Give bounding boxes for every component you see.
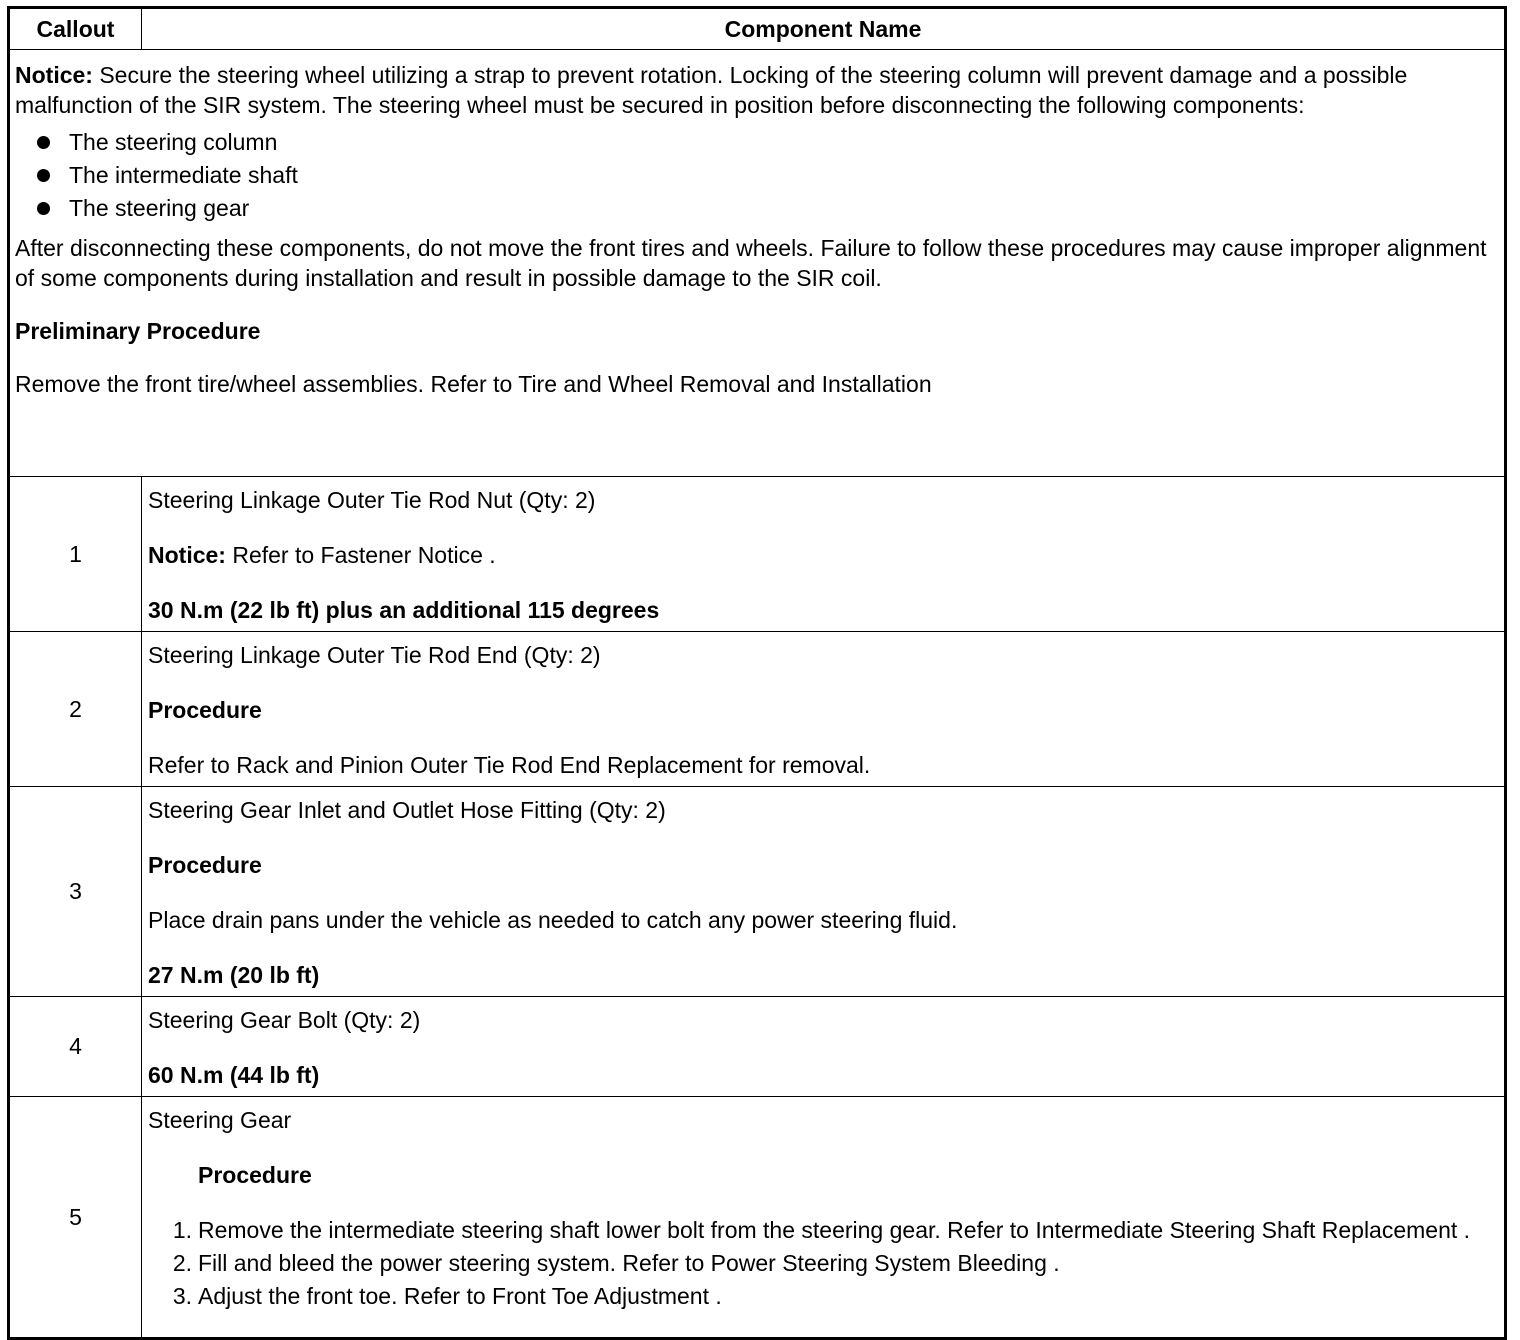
callout-number: 2 xyxy=(9,632,142,787)
component-name: Steering Gear Bolt (Qty: 2) xyxy=(148,1007,421,1033)
procedure-steps xyxy=(148,1215,1498,1311)
bullet-icon xyxy=(37,202,50,215)
callout-number: 4 xyxy=(9,997,142,1097)
list-item: The steering column xyxy=(37,126,1498,159)
table-row xyxy=(9,477,1506,632)
component-name: Steering Linkage Outer Tie Rod End (Qty: 2) xyxy=(148,642,601,668)
table-row xyxy=(9,1097,1506,1339)
callout-number: 5 xyxy=(9,1097,142,1339)
bullet-icon xyxy=(37,169,50,182)
component-name: Steering Gear Inlet and Outlet Hose Fitting (Qty: 2) xyxy=(148,797,666,823)
procedure-text: Refer to Rack and Pinion Outer Tie Rod End Replacement for removal. xyxy=(148,752,871,778)
preliminary-heading: Preliminary Procedure xyxy=(15,318,261,344)
list-item: 1. Remove the intermediate steering shaft lower bolt from the steering gear. Refer to Intermediate Steering Shaft Replacement . xyxy=(172,1217,1471,1243)
intro-row xyxy=(9,50,1506,477)
component-name: Steering Gear xyxy=(148,1107,292,1133)
list-item: The steering gear xyxy=(37,192,1498,225)
torque-spec: 30 N.m (22 lb ft) plus an additional 115 degrees xyxy=(148,597,660,623)
procedure-table xyxy=(7,6,1507,1340)
list-item: 3. Adjust the front toe. Refer to Front Toe Adjustment . xyxy=(172,1283,722,1309)
component-cell xyxy=(142,1097,1506,1339)
notice-text: Secure the steering wheel utilizing a strap to prevent rotation. Locking of the steering column will prevent damage and a possible malfunction of the SIR system. The steering wheel must be secured in position before disconnecting the following components: xyxy=(15,62,1408,118)
component-cell xyxy=(142,632,1506,787)
callout-number: 3 xyxy=(9,787,142,997)
preliminary-text: Remove the front tire/wheel assemblies. Refer to Tire and Wheel Removal and Installation xyxy=(15,371,932,397)
table-row xyxy=(9,632,1506,787)
torque-spec: 60 N.m (44 lb ft) xyxy=(148,1062,320,1088)
callout-number: 1 xyxy=(9,477,142,632)
torque-spec: 27 N.m (20 lb ft) xyxy=(148,962,320,988)
callout-header: Callout xyxy=(9,8,142,50)
bullet-list xyxy=(15,126,1498,225)
header-row xyxy=(9,8,1506,50)
after-text: After disconnecting these components, do not move the front tires and wheels. Failure to follow these procedures may cause improper alignment of some components during installation and result in possible damage to the SIR coil. xyxy=(15,235,1487,291)
procedure-heading: Procedure xyxy=(148,697,262,723)
component-name-header: Component Name xyxy=(142,8,1506,50)
table-row xyxy=(9,997,1506,1097)
procedure-heading: Procedure xyxy=(198,1162,312,1188)
intro-notice xyxy=(15,60,1498,120)
bullet-icon xyxy=(37,136,50,149)
table-row xyxy=(9,787,1506,997)
row-notice: Notice: Refer to Fastener Notice . xyxy=(148,542,496,568)
notice-label: Notice: xyxy=(15,62,93,88)
component-name: Steering Linkage Outer Tie Rod Nut (Qty: 2) xyxy=(148,487,596,513)
list-item: The intermediate shaft xyxy=(37,159,1498,192)
procedure-heading: Procedure xyxy=(148,852,262,878)
component-cell xyxy=(142,787,1506,997)
component-cell xyxy=(142,997,1506,1097)
list-item: 2. Fill and bleed the power steering system. Refer to Power Steering System Bleeding . xyxy=(172,1250,1060,1276)
intro-cell xyxy=(9,50,1506,477)
procedure-text: Place drain pans under the vehicle as needed to catch any power steering fluid. xyxy=(148,907,958,933)
component-cell xyxy=(142,477,1506,632)
